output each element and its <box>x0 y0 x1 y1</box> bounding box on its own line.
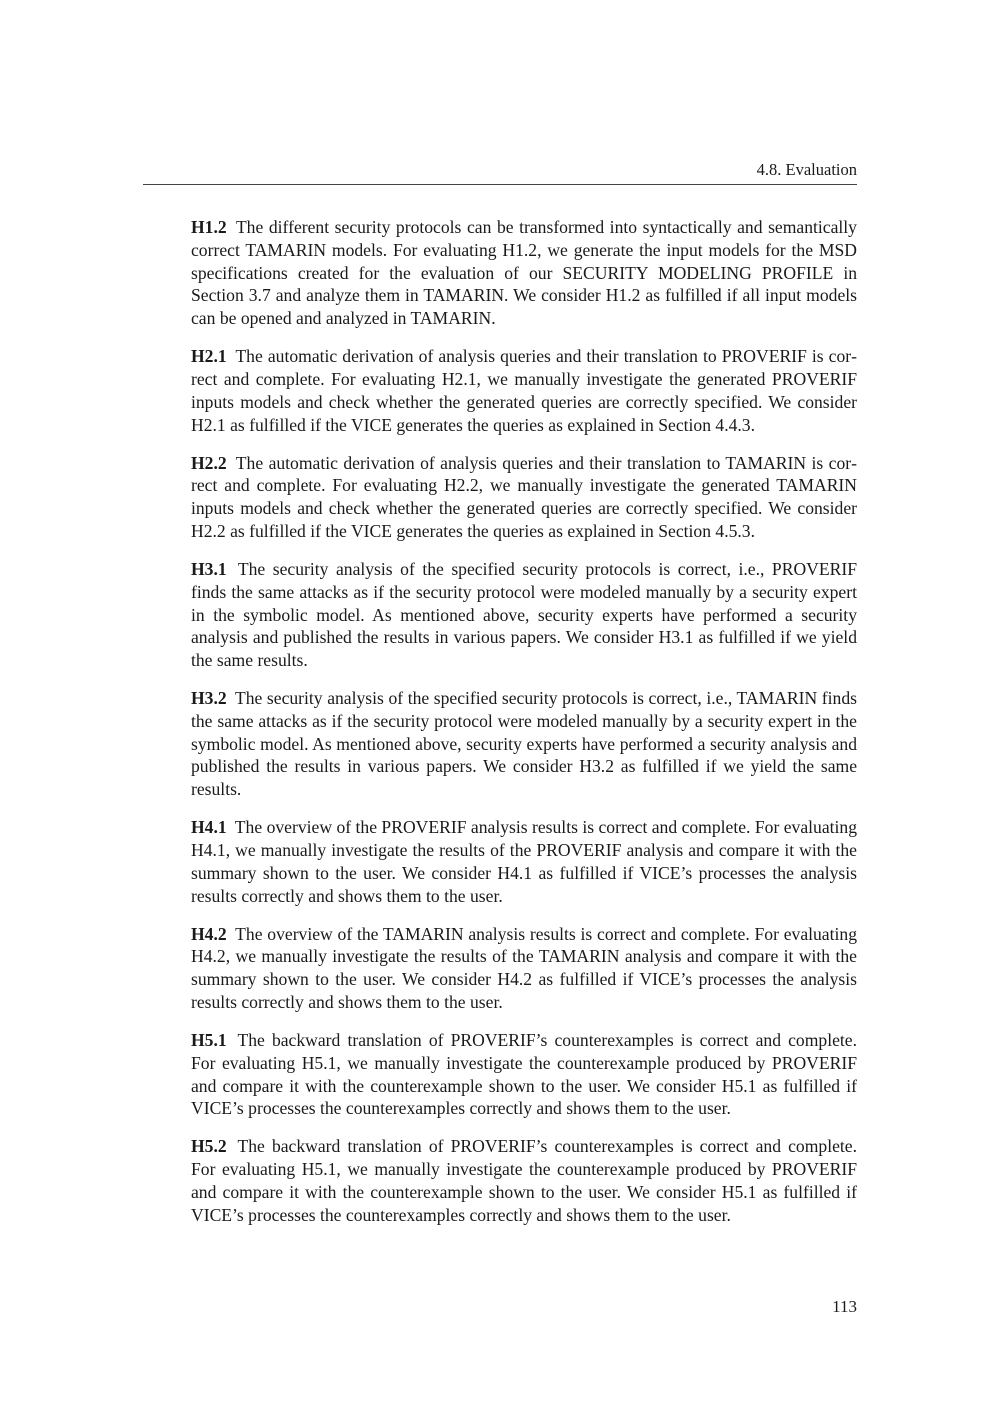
hypothesis-text: The overview of the TAMARIN analysis results is correct and complete. For evaluating H4.2, we manually investigate the results of the TAMARIN analysis and compare it with the summary shown to the user. We consider H4.2 as fulfilled if VICE’s processes the analysis results correctly and shows them to the user. <box>191 923 857 1013</box>
hypothesis-paragraph <box>191 452 857 543</box>
hypothesis-text: The overview of the PROVERIF analysis results is correct and complete. For evaluating H4.1, we manually investigate the results of the PROVERIF analysis and compare it with the summary shown to the user. We consider H4.1 as fulfilled if VICE’s processes the analysis results correctly and shows them to the user. <box>191 817 857 906</box>
hypothesis-id: H3.1 <box>191 558 227 579</box>
hypothesis-paragraph <box>191 923 857 1014</box>
hypothesis-id: H2.1 <box>191 346 227 367</box>
hypothesis-id: H1.2 <box>191 217 227 237</box>
hypothesis-id: H2.2 <box>191 452 227 473</box>
hypothesis-paragraph <box>191 687 857 801</box>
hypothesis-paragraph <box>191 558 857 672</box>
hypothesis-id: H4.2 <box>191 923 227 944</box>
hypothesis-text: The security analysis of the specified security protocols is correct, i.e., PROVERIF finds the same attacks as if the security protocol were modeled manually by a security expert in the symbolic model. As mentioned above, security experts have performed a security analysis and published the results in various papers. We consider H3.1 as fulfilled if we yield the same results. <box>191 558 857 671</box>
hypothesis-text: The automatic derivation of analysis queries and their translation to TAMARIN is correct and complete. For evaluating H2.2, we manually investigate the generated TAMARIN inputs models and check whether the generated queries are correctly specified. We consider H2.2 as fulfilled if the VICE generates the queries as explained in Section 4.5.3. <box>191 452 857 541</box>
hypothesis-text: The backward translation of PROVERIF’s counterexamples is correct and complete. For evaluating H5.1, we manually investigate the counterexample produced by PROVERIF and compare it with the counterexample shown to the user. We consider H5.1 as fulfilled if VICE’s processes the counterexamples correctly and shows them to the user. <box>191 1136 857 1225</box>
hypothesis-id: H5.2 <box>191 1136 227 1157</box>
page-number: 113 <box>832 1297 857 1316</box>
hypothesis-paragraph <box>191 345 857 436</box>
hypothesis-text: The security analysis of the specified security protocols is correct, i.e., TAMARIN finds the same attacks as if the security protocol were modeled manually by a security expert in the symbolic model. As mentioned above, security experts have performed a security analysis and published the results in various papers. We consider H3.2 as fulfilled if we yield the same results. <box>191 688 857 800</box>
hypotheses-list <box>191 216 857 1242</box>
hypothesis-id: H3.2 <box>191 688 227 709</box>
hypothesis-text: The backward translation of PROVERIF’s counterexamples is correct and complete. For evaluating H5.1, we manually investigate the counterexample produced by PROVERIF and compare it with the counterexample shown to the user. We consider H5.1 as fulfilled if VICE’s processes the counterexamples correctly and shows them to the user. <box>191 1030 857 1119</box>
hypothesis-paragraph <box>191 1029 857 1120</box>
hypothesis-paragraph <box>191 216 857 330</box>
hypothesis-text: The different security protocols can be transformed into syntactically and semantically correct TAMARIN models. For evaluating H1.2, we generate the input models for the MSD specifications created for the evaluation of our SECURITY MODELING PROFILE in Section 3.7 and analyze them in TAMARIN. We consider H1.2 as fulfilled if all input models can be opened and analyzed in TAMARIN. <box>191 217 857 329</box>
hypothesis-paragraph <box>191 816 857 907</box>
hypothesis-id: H5.1 <box>191 1030 227 1051</box>
section-title: 4.8. Evaluation <box>756 160 857 179</box>
hypothesis-id: H4.1 <box>191 817 227 838</box>
hypothesis-paragraph <box>191 1135 857 1226</box>
running-header <box>143 160 857 185</box>
hypothesis-text: The automatic derivation of analysis queries and their translation to PROVERIF is correct and complete. For evaluating H2.1, we manually investigate the generated PROVERIF inputs models and check whether the generated queries are correctly specified. We consider H2.1 as fulfilled if the VICE generates the queries as explained in Section 4.4.3. <box>191 346 857 435</box>
